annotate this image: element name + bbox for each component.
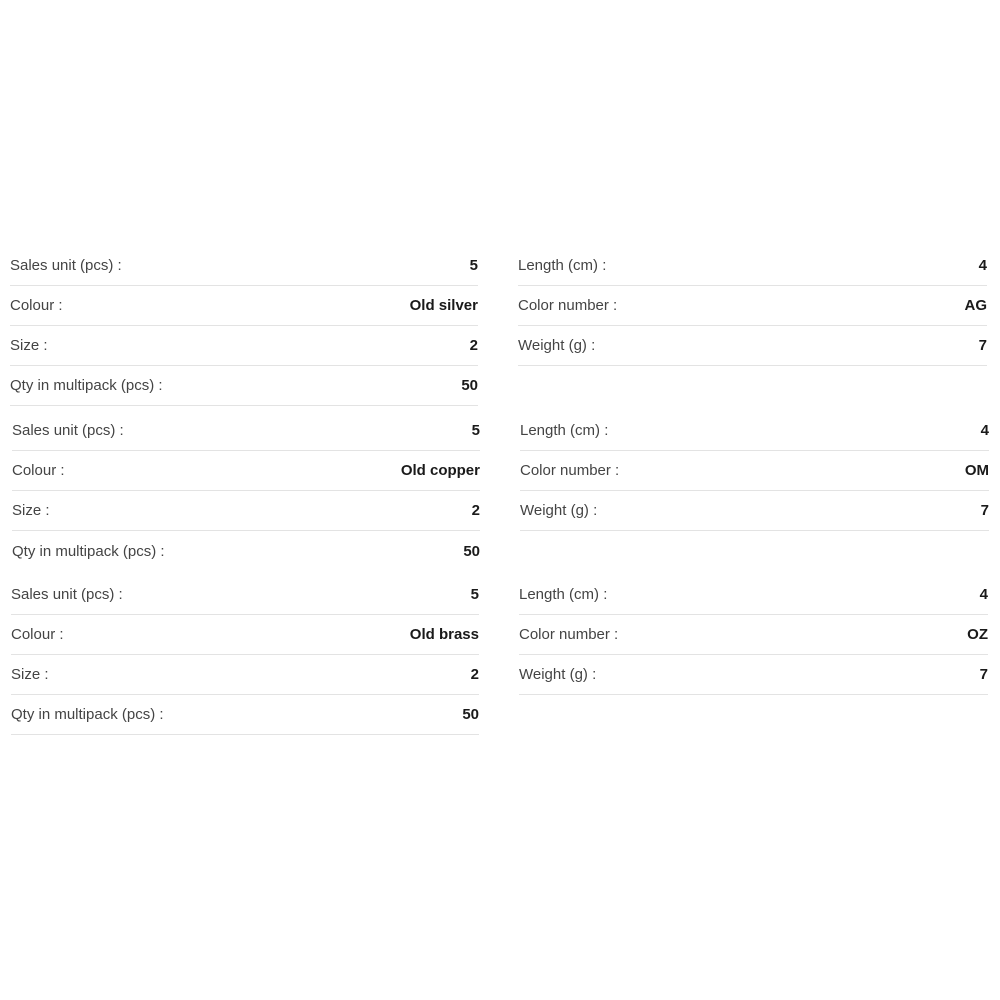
spec-row-color-number — [520, 451, 989, 491]
spec-label: Size : — [10, 337, 48, 354]
spec-row-multipack — [11, 695, 479, 735]
spec-value: 7 — [978, 337, 987, 354]
spec-row-weight — [518, 326, 987, 366]
spec-label: Size : — [11, 666, 49, 683]
spec-value: Old silver — [409, 297, 478, 314]
spec-label: Color number : — [520, 462, 620, 479]
spec-value: 4 — [980, 422, 989, 439]
spec-label: Colour : — [11, 626, 64, 643]
spec-label: Weight (g) : — [519, 666, 597, 683]
spec-value: OZ — [967, 626, 988, 643]
spec-value: 4 — [978, 257, 987, 274]
spec-value: 4 — [979, 586, 988, 603]
spec-row-size — [11, 655, 479, 695]
spec-label: Colour : — [12, 462, 65, 479]
spec-left-column — [12, 411, 480, 571]
spec-value: 2 — [469, 337, 478, 354]
spec-right-column — [519, 575, 988, 695]
spec-row-multipack — [10, 366, 478, 406]
spec-row-size — [10, 326, 478, 366]
spec-row-weight — [519, 655, 988, 695]
spec-value: Old copper — [400, 462, 480, 479]
spec-label: Sales unit (pcs) : — [10, 257, 122, 274]
spec-label: Length (cm) : — [519, 586, 608, 603]
spec-value: 2 — [471, 502, 480, 519]
spec-row-sales-unit — [11, 575, 479, 615]
spec-value: OM — [964, 462, 989, 479]
spec-row-color-number — [519, 615, 988, 655]
spec-value: AG — [964, 297, 987, 314]
spec-row-length — [520, 411, 989, 451]
spec-label: Sales unit (pcs) : — [12, 422, 124, 439]
spec-row-sales-unit — [10, 246, 478, 286]
spec-row-colour — [11, 615, 479, 655]
spec-label: Qty in multipack (pcs) : — [10, 377, 163, 394]
spec-label: Color number : — [518, 297, 618, 314]
spec-label: Sales unit (pcs) : — [11, 586, 123, 603]
spec-row-colour — [10, 286, 478, 326]
spec-label: Length (cm) : — [520, 422, 609, 439]
spec-right-column — [520, 411, 989, 531]
spec-value: 7 — [979, 666, 988, 683]
spec-value: 5 — [470, 586, 479, 603]
spec-label: Qty in multipack (pcs) : — [11, 706, 164, 723]
spec-value: 2 — [470, 666, 479, 683]
spec-label: Length (cm) : — [518, 257, 607, 274]
spec-label: Weight (g) : — [518, 337, 596, 354]
spec-value: 50 — [461, 377, 478, 394]
spec-value: 50 — [463, 542, 480, 560]
spec-value: 5 — [469, 257, 478, 274]
spec-row-color-number — [518, 286, 987, 326]
spec-row-multipack — [12, 531, 480, 571]
spec-left-column — [11, 575, 479, 735]
spec-label: Qty in multipack (pcs) : — [12, 542, 165, 560]
spec-label: Size : — [12, 502, 50, 519]
spec-value: Old brass — [409, 626, 479, 643]
spec-row-sales-unit — [12, 411, 480, 451]
spec-value: 5 — [471, 422, 480, 439]
spec-row-size — [12, 491, 480, 531]
spec-row-weight — [520, 491, 989, 531]
spec-value: 7 — [980, 502, 989, 519]
spec-label: Colour : — [10, 297, 63, 314]
spec-row-length — [519, 575, 988, 615]
spec-label: Color number : — [519, 626, 619, 643]
spec-label: Weight (g) : — [520, 502, 598, 519]
spec-right-column — [518, 246, 987, 366]
spec-row-colour — [12, 451, 480, 491]
spec-left-column — [10, 246, 478, 406]
spec-row-length — [518, 246, 987, 286]
spec-value: 50 — [462, 706, 479, 723]
